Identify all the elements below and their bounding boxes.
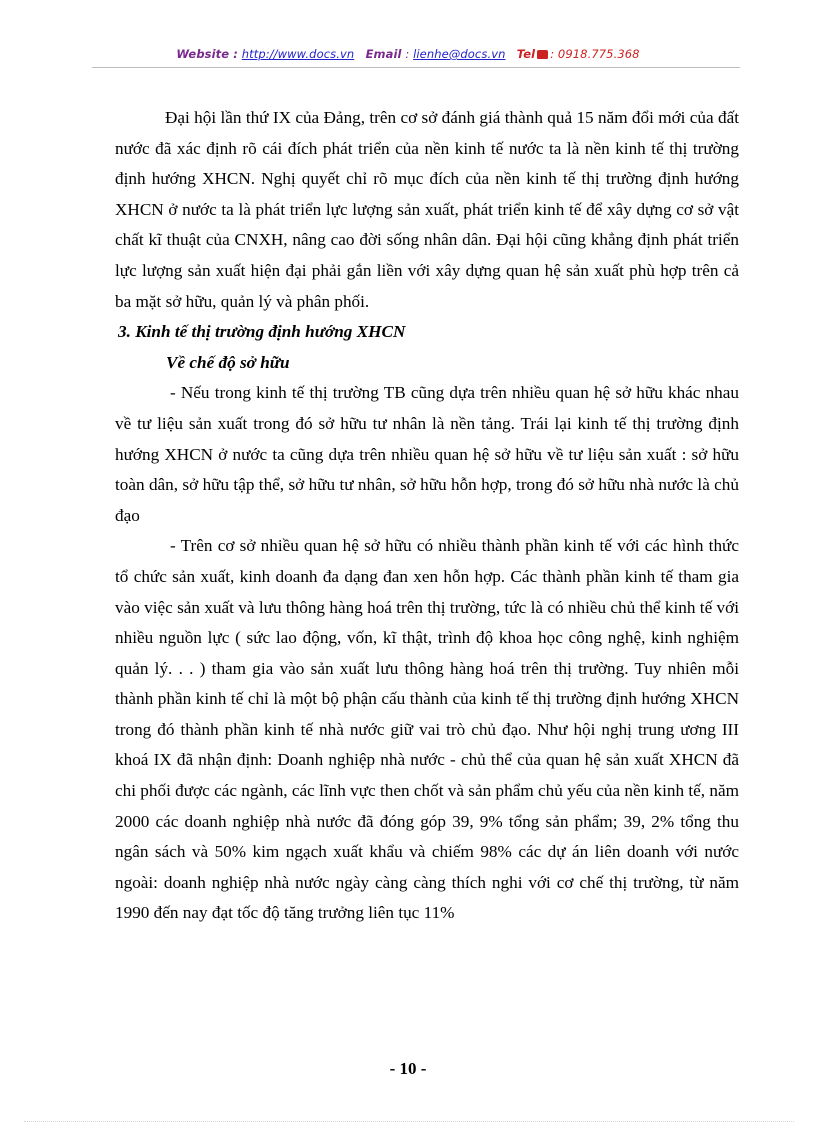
section-heading: 3. Kinh tế thị trường định hướng XHCN [118,322,406,342]
website-label: Website : [176,47,238,61]
page-number: - 10 - [389,1059,427,1078]
header-divider [92,67,740,68]
email-separator: : [405,47,410,61]
website-link[interactable]: http://www.docs.vn [241,47,355,61]
tel-label: Tel [516,47,536,61]
phone-icon [537,50,548,59]
page-bottom-divider [24,1121,794,1122]
tel-number: : 0918.775.368 [550,47,640,61]
email-link[interactable]: lienhe@docs.vn [413,47,506,61]
email-label: Email [365,47,402,61]
document-body [115,103,739,929]
page-header [0,47,816,61]
paragraph-intro: Đại hội lần thứ IX của Đảng, trên cơ sở đánh giá thành quả 15 năm đổi mới của đất nước đã xác định rõ cái đích phát triển của nền kinh tế nước ta là nền kinh tế thị trường định hướng XHCN. Nghị quyết chỉ rõ mục đích của nền kinh tế thị trường định hướng XHCN ở nước ta là phát triển lực lượng sản xuất, phát triển kinh tế để xây dựng cơ sở vật chất kĩ thuật của CNXH, nâng cao đời sống nhân dân. Đại hội cũng khẳng định phát triển lực lượng sản xuất hiện đại phải gắn liền với xây dựng quan hệ sản xuất phù hợp trên cả ba mặt sở hữu, quản lý và phân phối. [115,108,739,311]
subsection-heading: Về chế độ sở hữu [166,352,290,372]
paragraph-economic-sectors: - Trên cơ sở nhiều quan hệ sở hữu có nhiều thành phần kinh tế với các hình thức tổ chức sản xuất, kinh doanh đa dạng đan xen hỗn hợp. Các thành phần kinh tế tham gia vào việc sản xuất và lưu thông hàng hoá trên thị trường, tức là có nhiều chủ thể kinh tế với nhiều nguồn lực ( sức lao động, vốn, kĩ thật, trình độ khoa học công nghệ, kinh nghiệm quản lý. . . ) tham gia vào sản xuất lưu thông hàng hoá trên thị trường. Tuy nhiên mỗi thành phần kinh tế chỉ là một bộ phận cấu thành của kinh tế thị trường định hướng XHCN trong đó thành phần kinh tế nhà nước giữ vai trò chủ đạo. Như hội nghị trung ương III khoá IX đã nhận định: Doanh nghiệp nhà nước - chủ thể của quan hệ sản xuất XHCN đã chi phối được các ngành, các lĩnh vực then chốt và sản phẩm chủ yếu của nền kinh tế, năm 2000 các doanh nghiệp nhà nước đã đóng góp 39, 9% tổng sản phẩm; 39, 2% tổng thu ngân sách và 50% kim ngạch xuất khẩu và chiếm 98% các dự án liên doanh với nước ngoài: doanh nghiệp nhà nước ngày càng càng thích nghi với cơ chế thị trường, từ năm 1990 đến nay đạt tốc độ tăng trưởng liên tục 11% [115,536,739,923]
paragraph-ownership: - Nếu trong kinh tế thị trường TB cũng dựa trên nhiều quan hệ sở hữu khác nhau về tư liệu sản xuất trong đó sở hữu tư nhân là nền tảng. Trái lại kinh tế thị trường định hướng XHCN ở nước ta cũng dựa trên nhiều quan hệ sở hữu về tư liệu sản xuất : sở hữu toàn dân, sở hữu tập thể, sở hữu tư nhân, sở hữu hỗn hợp, trong đó sở hữu nhà nước là chủ đạo [115,383,739,525]
